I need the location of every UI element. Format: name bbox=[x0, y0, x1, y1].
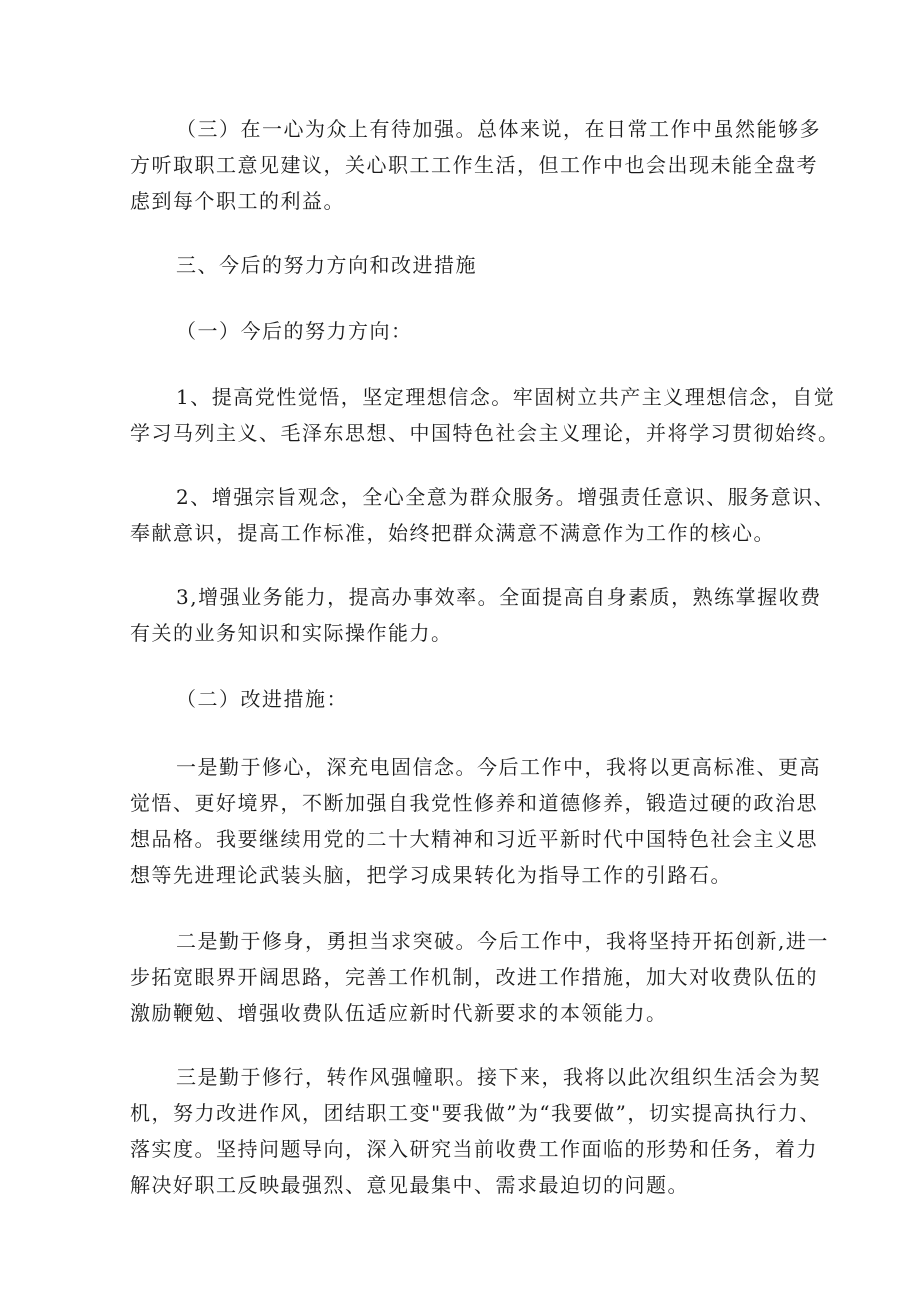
paragraph-measure-2 bbox=[130, 923, 829, 1031]
text-line: 想等先进理论武装头脑，把学习成果转化为指导工作的引路石。 bbox=[130, 863, 732, 887]
text-line: 落实度。坚持问题导向，深入研究当前收费工作面临的形势和任务，着力 bbox=[130, 1137, 818, 1161]
heading-direction: （一）今后的努力方向： bbox=[176, 319, 413, 343]
text-line: 步拓宽眼界开阔思路，完善工作机制，改进工作措施，加大对收费队伍的 bbox=[130, 965, 818, 989]
text-line: 三是勤于修行，转作风强幢职。接下来，我将以此次组织生活会为契 bbox=[176, 1065, 821, 1089]
text-line: 3,增强业务能力，提高办事效率。全面提高自身素质，熟练掌握收费 bbox=[176, 585, 822, 609]
text-line: 想品格。我要继续用党的二十大精神和习近平新时代中国特色社会主义思 bbox=[130, 827, 818, 851]
paragraph-item-1 bbox=[130, 379, 840, 451]
text-line: 有关的业务知识和实际操作能力。 bbox=[130, 621, 453, 645]
text-line: 虑到每个职工的利益。 bbox=[130, 189, 345, 213]
paragraph-measure-1 bbox=[130, 749, 821, 893]
paragraph-measure-3 bbox=[130, 1059, 821, 1203]
paragraph-item-3 bbox=[130, 579, 822, 651]
text-line: 解决好职工反映最强烈、意见最集中、需求最迫切的问题。 bbox=[130, 1173, 689, 1197]
text-line: 机，努力改进作风，团结职工变"要我做”为“我要做”，切实提高执行力、 bbox=[130, 1101, 821, 1125]
text-line: 2、增强宗旨观念，全心全意为群众服务。增强责任意识、服务意识、 bbox=[176, 485, 836, 509]
heading-measures: （二）改进措施： bbox=[176, 687, 348, 711]
text-line: 一是勤于修心，深充电固信念。今后工作中，我将以更高标准、更高 bbox=[176, 755, 821, 779]
text-line: 奉献意识，提高工作标准，始终把群众满意不满意作为工作的核心。 bbox=[130, 521, 775, 545]
heading-section-three: 三、今后的努力方向和改进措施 bbox=[176, 253, 477, 277]
text-line: 二是勤于修身，勇担当求突破。今后工作中，我将坚持开拓创新,进一 bbox=[176, 929, 829, 953]
text-line: （三）在一心为众上有待加强。总体来说，在日常工作中虽然能够多 bbox=[176, 117, 821, 141]
text-line: 方听取职工意见建议，关心职工工作生活，但工作中也会出现未能全盘考 bbox=[130, 153, 818, 177]
text-line: 学习马列主义、毛泽东思想、中国特色社会主义理论，并将学习贯彻始终。 bbox=[130, 421, 840, 445]
paragraph-item-2 bbox=[130, 479, 836, 551]
paragraph-section-3 bbox=[130, 111, 821, 219]
text-line: 觉悟、更好境界，不断加强自我党性修养和道德修养，锻造过硬的政治思 bbox=[130, 791, 818, 815]
text-line: 激励鞭勉、增强收费队伍适应新时代新要求的本领能力。 bbox=[130, 1001, 668, 1025]
text-line: 1、提高党性觉悟，坚定理想信念。牢固树立共产主义理想信念，自觉 bbox=[176, 385, 836, 409]
